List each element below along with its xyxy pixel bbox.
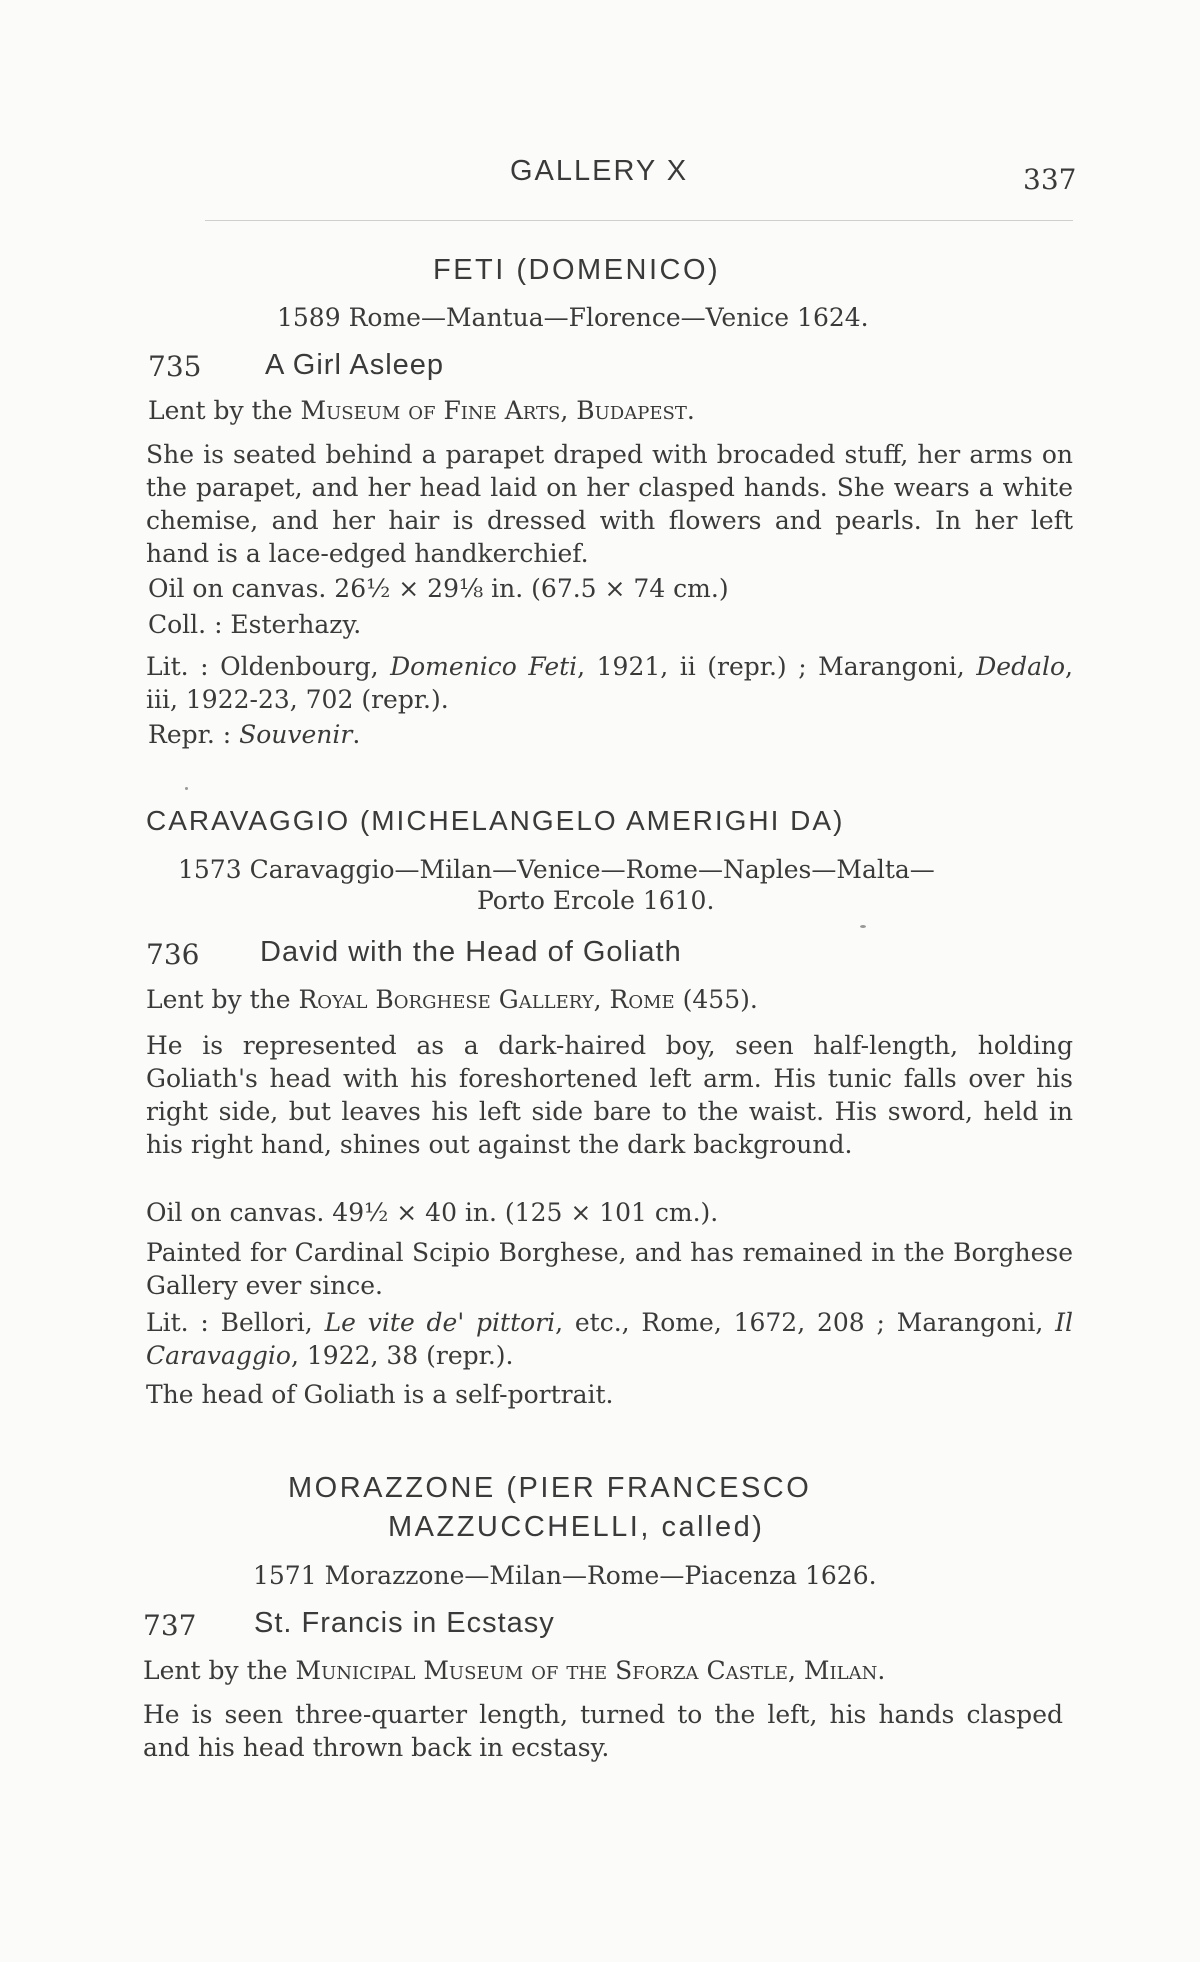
running-header-title: GALLERY X <box>510 155 689 187</box>
lender-735: Lent by the Museum of Fine Arts, Budapest. <box>148 396 695 425</box>
entry-title-736: David with the Head of Goliath <box>260 936 682 968</box>
note-736: The head of Goliath is a self-portrait. <box>146 1380 614 1409</box>
catalogue-number-736: 736 <box>146 938 200 971</box>
provenance-736: Painted for Cardinal Scipio Borghese, and has remained in the Borghese Gallery ever since. <box>146 1238 1073 1300</box>
collection-735: Coll. : Esterhazy. <box>148 610 362 639</box>
print-speck <box>185 787 188 790</box>
description-736: He is represented as a dark-haired boy, seen half-length, holding Goliath's head with his foreshortened left arm. His tunic falls over his right side, but leaves his left side bare to the waist. His sword, held in his right hand, shines out against the dark background. <box>146 1031 1073 1159</box>
artist-bio-feti: 1589 Rome—Mantua—Florence—Venice 1624. <box>277 303 869 332</box>
artist-heading-morazzone-line2: MAZZUCCHELLI, called) <box>388 1511 765 1543</box>
artist-bio-caravaggio-line1: 1573 Caravaggio—Milan—Venice—Rome—Naples—Malta— <box>178 855 935 884</box>
catalogue-number-735: 735 <box>148 350 202 383</box>
lender-736: Lent by the Royal Borghese Gallery, Rome (455). <box>146 985 758 1014</box>
entry-title-735: A Girl Asleep <box>265 349 445 381</box>
description-735: She is seated behind a parapet draped with brocaded stuff, her arms on the parapet, and her head laid on her clasped hands. She wears a white chemise, and her hair is dressed with flowers and pearls. In her left hand is a lace-edged handkerchief. <box>146 440 1073 568</box>
header-rule <box>205 220 1073 221</box>
artist-heading-morazzone-line1: MORAZZONE (PIER FRANCESCO <box>288 1472 812 1504</box>
artist-bio-caravaggio-line2: Porto Ercole 1610. <box>477 886 715 915</box>
entry-title-737: St. Francis in Ecstasy <box>254 1607 555 1639</box>
artist-heading-caravaggio: CARAVAGGIO (MICHELANGELO AMERIGHI DA) <box>146 805 845 836</box>
description-737: He is seen three-quarter length, turned to the left, his hands clasped and his head thrown back in ecstasy. <box>143 1700 1063 1762</box>
literature-736: Lit. : Bellori, Le vite de' pittori, etc., Rome, 1672, 208 ; Marangoni, Il Caravaggio, 1922, 38 (repr.). <box>146 1308 1073 1370</box>
medium-736: Oil on canvas. 49½ × 40 in. (125 × 101 cm.). <box>146 1198 719 1227</box>
reproduction-735: Repr. : Souvenir. <box>148 720 361 749</box>
lender-737: Lent by the Municipal Museum of the Sforza Castle, Milan. <box>143 1656 886 1685</box>
print-speck <box>860 925 866 928</box>
artist-heading-feti: FETI (DOMENICO) <box>433 254 721 286</box>
medium-735: Oil on canvas. 26½ × 29⅛ in. (67.5 × 74 cm.) <box>148 574 729 603</box>
artist-bio-morazzone: 1571 Morazzone—Milan—Rome—Piacenza 1626. <box>253 1561 877 1590</box>
catalogue-number-737: 737 <box>143 1609 197 1642</box>
page-number: 337 <box>1023 163 1077 196</box>
literature-735: Lit. : Oldenbourg, Domenico Feti, 1921, ii (repr.) ; Marangoni, Dedalo, iii, 1922-23, 702 (repr.). <box>146 652 1073 714</box>
